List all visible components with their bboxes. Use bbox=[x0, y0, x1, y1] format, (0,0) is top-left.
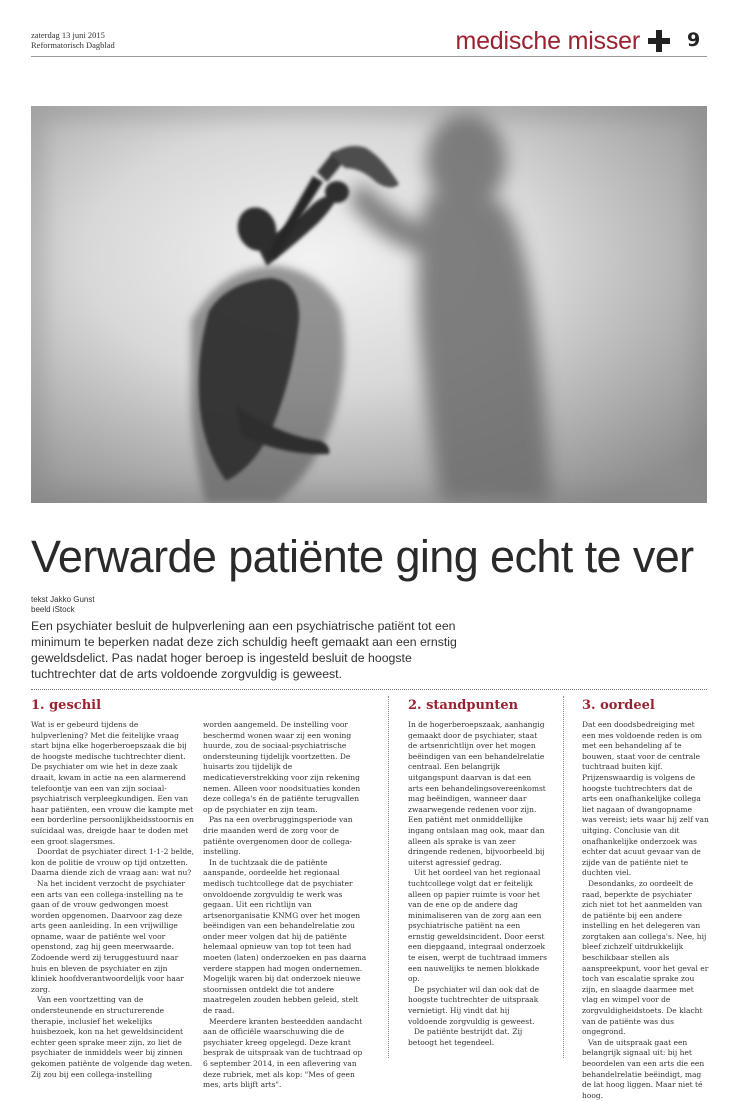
paragraph: De psychiater wil dan ook dat de hoogste tuchtrechter de uitspraak vernietigt. Hij vindt dat hij voldoende zorgvuldig is geweest. bbox=[408, 984, 540, 1026]
section-oordeel-column bbox=[582, 720, 709, 1101]
section-geschil-column-2 bbox=[203, 720, 367, 1091]
paragraph: Desondanks, zo oordeelt de raad, beperkte de psychiater zich niet tot het aanmelden van de patiënte bij een andere instelling en het delegeren van zorgtaken aan collega's. Nee, hij bleef zichzelf uitdrukkelijk beschikbaar stellen als aanspreekpunt, voor het geval er toch van escalatie sprake zou zijn, en slaagde daarmee met vlag en wimpel voor de zorgvuldigheidstoets. De klacht van de patiënte was dus ongegrond. bbox=[582, 878, 709, 1037]
paragraph: In de hogerberoepszaak, aanhangig gemaakt door de psychiater, staat de artsenrichtlijn over het mogen beëindigen van een behandelrelatie centraal. Een belangrijk uitgangspunt daarvan is dat een arts een behandelingsovereenkomst mag beëindigen, wanneer daar zwaarwegende redenen voor zijn. Een patiënt met onmiddellijke ingang ontslaan mag ook, maar dan alleen als sprake is van zeer dringende redenen, bijvoorbeeld bij uiterst agressief gedrag. bbox=[408, 720, 546, 867]
section-heading-oordeel: 3. oordeel bbox=[582, 698, 655, 713]
issue-date-block bbox=[31, 30, 115, 50]
section-geschil-column-1 bbox=[31, 720, 194, 1080]
article-headline: Verwarde patiënte ging echt te ver bbox=[31, 531, 694, 582]
article-intro: Een psychiater besluit de hulpverlening aan een psychiatrische patiënt tot een minimum te beperken nadat deze zich schuldig heeft gemaakt aan een ernstig geweldsdelict. Pas nadat hoger beroep is ingesteld besluit de hoogste tuchtrechter dat de arts voldoende zorgvuldig is geweest. bbox=[31, 619, 457, 681]
frosted-glass-knife-scene bbox=[31, 106, 707, 503]
paragraph: worden aangemeld. De instelling voor beschermd wonen waar zij een woning huurde, zou de sociaal-psychiatrische ondersteuning tijdelijk voortzetten. De huisarts zou tijdelijk de medicatieverstrekking voor zijn rekening nemen. Alleen voor noodsituaties konden deze collega's én de patiënte terugvallen op de psychiater en zijn team. bbox=[203, 720, 361, 814]
paragraph: Van de uitspraak gaat een belangrijk signaal uit: bij het beoordelen van een arts die een behandelrelatie beëindigt, mag de lat hoog liggen. Maar niet té hoog. bbox=[582, 1037, 705, 1100]
medical-cross-icon bbox=[648, 30, 670, 52]
section-heading-geschil: 1. geschil bbox=[31, 698, 102, 713]
text-credit: tekst Jakko Gunst bbox=[31, 595, 95, 604]
issue-date: zaterdag 13 juni 2015 bbox=[31, 30, 105, 40]
section-title: medische misser bbox=[455, 27, 640, 55]
paragraph: Uit het oordeel van het regionaal tuchtcollege volgt dat er feitelijk alleen op papier ruimte is voor het van de ene op de andere dag minimaliseren van de zorg aan een psychiatrische patiënt na een ernstig geweldsincident. Door eerst een diepgaand, integraal onderzoek te eisen, werpt de tuchtraad immers een nauwelijks te nemen blokkade op. bbox=[408, 868, 547, 984]
paragraph: Na het incident verzocht de psychiater een arts van een collega-instelling na te gaan of de vrouw gedwongen moest worden opgenomen. Daarvoor zag deze arts geen aanleiding. In een vrijwillige opname, waar de patiënte wel voor openstond, zag hij geen meerwaarde. Zodoende werd zij teruggestuurd naar huis en bleven de psychiater en zijn kliniek hoofdverantwoordelijk voor haar zorg. bbox=[31, 878, 185, 994]
column-separator bbox=[563, 696, 564, 1058]
column-separator bbox=[388, 696, 389, 1058]
publication-name: Reformatorisch Dagblad bbox=[31, 40, 115, 50]
paragraph: Doordat de psychiater direct 1-1-2 belde, kon de politie de vrouw op tijd ontzetten. Daarna diende zich de vraag aan: wat nu? bbox=[31, 847, 194, 878]
paragraph: Pas na een overbruggingsperiode van drie maanden werd de zorg voor de patiënte overgenomen door de collega-instelling. bbox=[203, 815, 353, 857]
paragraph: Van een voortzetting van de ondersteunende en structurerende therapie, inclusief het wekelijks huisbezoek, kon na het geweldsincident echter geen sprake meer zijn, zo liet de psychiater de inmiddels weer bij zinnen gekomen patiënte de volgende dag weten. Zij zou bij een collega-instelling bbox=[31, 995, 193, 1079]
article-credits bbox=[31, 595, 95, 615]
section-divider bbox=[31, 689, 707, 690]
section-heading-standpunten: 2. standpunten bbox=[408, 698, 519, 713]
page-number: 9 bbox=[687, 29, 701, 51]
image-credit: beeld iStock bbox=[31, 605, 75, 614]
paragraph: Dat een doodsbedreiging met een mes voldoende reden is om met een behandeling af te bouwen, staat voor de centrale tuchtraad buiten kijf. Prijzenswaardig is volgens de hoogste tuchtrechters dat de arts een onafhankelijke collega liet nagaan of dwangopname was vereist; iets waar hij zelf van uitging. Conclusie van dit onafhankelijke onderzoek was echter dat acuut gevaar van de zijde van de patiënte niet te duchten viel. bbox=[582, 720, 709, 878]
section-standpunten-column bbox=[408, 720, 547, 1048]
paragraph: Wat is er gebeurd tijdens de hulpverlening? Met die feitelijke vraag start bijna elke hogerberoepszaak die bij de hoogste medische tuchtrechter dient. De psychiater om wie het in deze zaak draait, kwam in actie na een alarmerend telefoontje van een van zijn sociaal-psychiatrisch verpleegkundigen. Een van haar patiënten, een vrouw die kampte met een borderline persoonlijkheidsstoornis en suïcidaal was, dreigde haar te doden met een groot slagersmes. bbox=[31, 720, 194, 846]
article-photo bbox=[31, 106, 707, 503]
paragraph: Meerdere kranten besteedden aandacht aan de officiële waarschuwing die de psychiater kreeg opgelegd. Deze krant besprak de uitspraak van de tuchtraad op 6 september 2014, in een aflevering van deze rubriek, met als kop: "Mes of geen mes, arts blijft arts". bbox=[203, 1016, 363, 1090]
header-divider bbox=[31, 56, 707, 57]
paragraph: De patiënte bestrijdt dat. Zij betoogt het tegendeel. bbox=[408, 1027, 523, 1047]
paragraph: In de tuchtzaak die de patiënte aanspande, oordeelde het regionaal medisch tuchtcollege dat de psychiater onvoldoende zorgvuldig te werk was gegaan. Uit een richtlijn van artsenorganisatie KNMG over het mogen beëindigen van een behandelrelatie zou onder meer volgen dat hij de patiënte helemaal opnieuw van top tot teen had moeten (laten) onderzoeken en pas daarna verdere stappen had mogen ondernemen. Mogelijk waren bij dat onderzoek nieuwe stoornissen ontdekt die tot andere maatregelen zouden hebben geleid, stelt de raad. bbox=[203, 857, 367, 1016]
